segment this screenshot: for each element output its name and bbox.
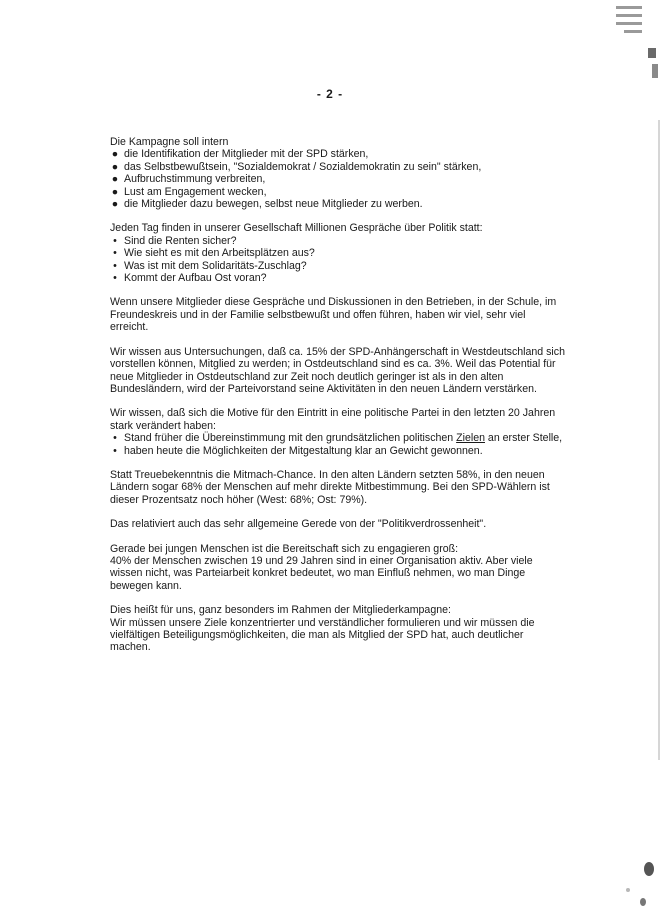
- underlined-word: Zielen: [456, 432, 485, 445]
- gespraeche-lead: Jeden Tag finden in unserer Gesellschaft Millionen Gespräche über Politik statt:: [110, 222, 483, 235]
- list-item: ● Lust am Engagement wecken,: [111, 185, 267, 198]
- schluss-section: [110, 604, 565, 654]
- bullet-dot-icon: ●: [111, 148, 119, 161]
- list-item: • haben heute die Möglichkeiten der Mitgestaltung klar an Gewicht gewonnen.: [110, 445, 565, 457]
- bullet-small-icon: •: [113, 444, 117, 457]
- paragraph-gerede: Das relativiert auch das sehr allgemeine Gerede von der "Politikverdrossenheit".: [110, 518, 487, 531]
- bullet-dot-icon: ●: [111, 185, 119, 198]
- bullet-small-icon: •: [113, 259, 117, 272]
- motive-list: [110, 432, 565, 457]
- motive-section: [110, 407, 565, 457]
- motive-lead: Wir wissen, daß sich die Motive für den Eintritt in eine politische Partei in den letzten 20 Jahren stark verändert haben:: [110, 407, 556, 432]
- bullet-dot-icon: ●: [111, 160, 119, 173]
- paragraph-mitglieder: Wenn unsere Mitglieder diese Gespräche und Diskussionen in den Betrieben, in der Schule, im Freundeskreis und in der Familie selbstbewußt und offen führen, haben wir viel, sehr viel erreicht.: [110, 296, 557, 334]
- list-item: • Was ist mit dem Solidaritäts-Zuschlag?: [110, 260, 565, 272]
- bullet-small-icon: •: [113, 272, 117, 285]
- intro-section: [110, 136, 565, 210]
- bullet-small-icon: •: [113, 247, 117, 260]
- gespraeche-section: [110, 222, 565, 284]
- junge-line-2: 40% der Menschen zwischen 19 und 29 Jahren sind in einer Organisation aktiv. Aber viele wissen nicht, was Parteiarbeit konkret bedeutet, wo man Einfluß nehmen, wo man Dinge bewegen kann.: [110, 554, 533, 592]
- junge-section: [110, 543, 565, 593]
- list-item: • Stand früher die Übereinstimmung mit den grundsätzlichen politischen Zielen an erster Stelle,: [110, 432, 565, 444]
- gespraeche-list: [110, 235, 565, 285]
- intro-list: [110, 148, 565, 210]
- schluss-line-1: Dies heißt für uns, ganz besonders im Rahmen der Mitgliederkampagne:: [110, 604, 451, 617]
- bullet-dot-icon: ●: [111, 198, 119, 211]
- bullet-dot-icon: ●: [111, 173, 119, 186]
- paragraph-mitmach: Statt Treuebekenntnis die Mitmach-Chance. In den alten Ländern setzten 58%, in den neuen Ländern sogar 68% der Menschen auf mehr direkte Mitbestimmung. Bei den SPD-Wählern ist dieser Prozentsatz noch höher (West: 68%; Ost: 79%).: [110, 468, 550, 506]
- list-item: ● die Identifikation der Mitglieder mit der SPD stärken,: [111, 148, 369, 161]
- paragraph-untersuchungen: Wir wissen aus Untersuchungen, daß ca. 15% der SPD-Anhängerschaft in Westdeutschland sich vorstellen können, Mitglied zu werden; in Ostdeutschland sind es ca. 3%. Weil das Potential für neue Mitglieder in Ostdeutschland zur Zeit noch deutlich geringer ist als in den alten Bundesländern, wird der Parteivorstand seine Aktivitäten in den neuen Ländern verstärken.: [110, 345, 565, 395]
- list-item: • Sind die Renten sicher?: [110, 235, 565, 247]
- scan-artifact-corner: [600, 0, 660, 80]
- junge-line-1: Gerade bei jungen Menschen ist die Bereitschaft sich zu engagieren groß:: [110, 542, 459, 555]
- schluss-line-2: Wir müssen unsere Ziele konzentrierter und verständlicher formulieren und wir müssen die vielfältigen Beteiligungsmöglichkeiten, die man als Mitglied der SPD hat, auch deutlicher machen.: [110, 616, 535, 654]
- bullet-small-icon: •: [113, 432, 117, 445]
- list-item: ● die Mitglieder dazu bewegen, selbst neue Mitglieder zu werben.: [111, 198, 423, 211]
- list-item: ● Aufbruchstimmung verbreiten,: [111, 173, 266, 186]
- list-item: ● das Selbstbewußtsein, "Sozialdemokrat / Sozialdemokratin zu sein" stärken,: [111, 160, 482, 173]
- bullet-small-icon: •: [113, 234, 117, 247]
- page-number: - 2 -: [316, 87, 344, 101]
- document-body: [110, 136, 565, 666]
- list-item: • Kommt der Aufbau Ost voran?: [110, 272, 565, 284]
- list-item: • Wie sieht es mit den Arbeitsplätzen aus?: [110, 247, 565, 259]
- scan-artifact-bottom: [600, 856, 660, 916]
- intro-lead: Die Kampagne soll intern: [110, 136, 229, 148]
